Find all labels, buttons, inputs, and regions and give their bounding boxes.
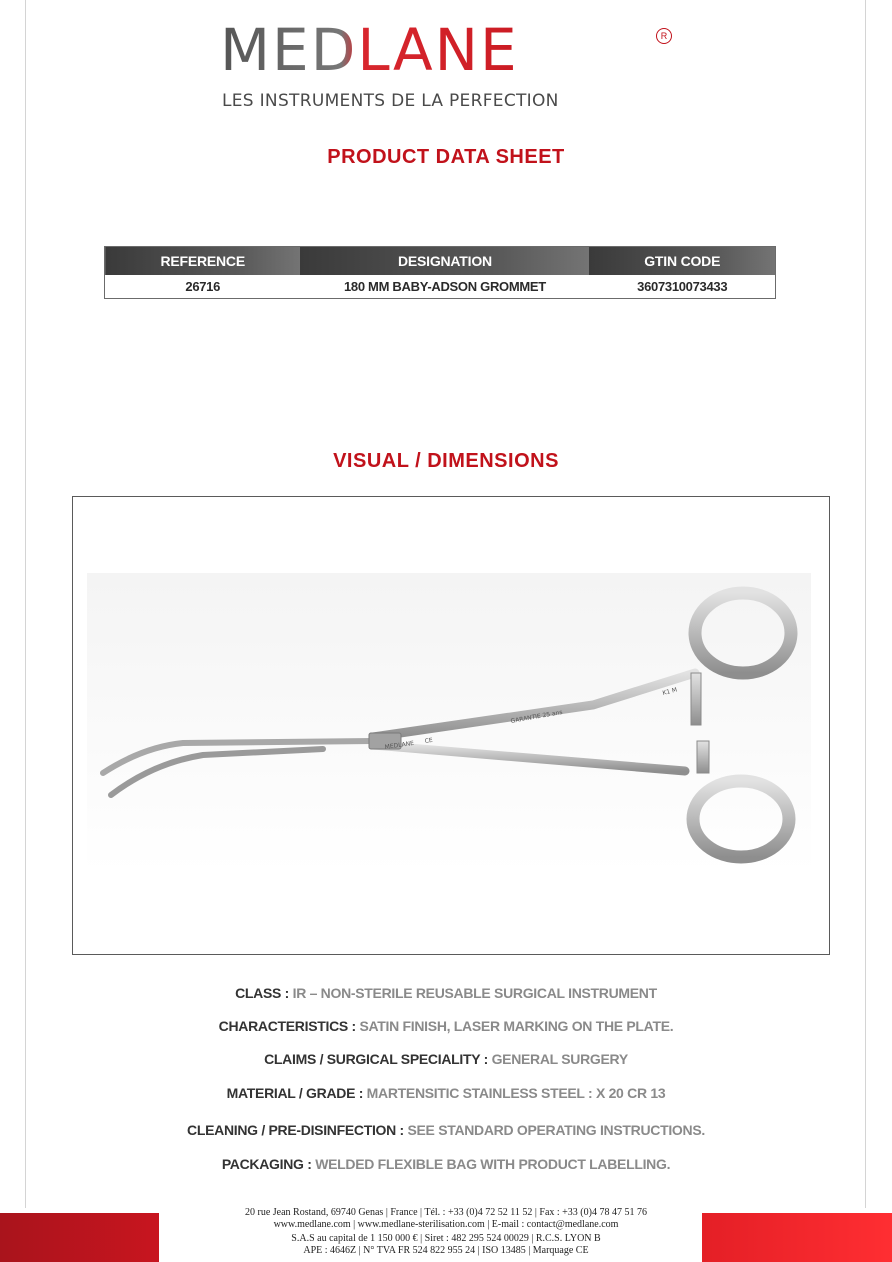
header-gtin-code: GTIN CODE bbox=[589, 247, 775, 276]
footer-registration: APE : 4646Z | N° TVA FR 524 822 955 24 | ISO 13485 | Marquage CE bbox=[303, 1245, 589, 1256]
spec-value: SATIN FINISH, LASER MARKING ON THE PLATE. bbox=[359, 1018, 674, 1034]
logo-wordmark: MEDLANE bbox=[220, 18, 652, 82]
product-visual-frame bbox=[72, 496, 830, 955]
footer-address: 20 rue Jean Rostand, 69740 Genas | France | Tél. : +33 (0)4 72 52 11 52 | Fax : +33 (0)4 78 47 51 76 bbox=[245, 1207, 647, 1218]
brand-tagline: LES INSTRUMENTS DE LA PERFECTION bbox=[222, 91, 559, 111]
spec-value: SEE STANDARD OPERATING INSTRUCTIONS. bbox=[407, 1122, 705, 1138]
visual-dimensions-title: VISUAL / DIMENSIONS bbox=[333, 450, 559, 472]
footer-web: www.medlane.com | www.medlane-sterilisation.com | E-mail : contact@medlane.com bbox=[273, 1219, 619, 1230]
medlane-logo bbox=[220, 16, 676, 86]
cell-reference: 26716 bbox=[185, 279, 221, 294]
spec-label: CLASS : bbox=[235, 985, 293, 1001]
spec-label: CLEANING / PRE-DISINFECTION : bbox=[187, 1122, 408, 1138]
table-header-row bbox=[105, 247, 776, 276]
table-row bbox=[105, 275, 776, 299]
spec-label: CHARACTERISTICS : bbox=[218, 1018, 360, 1034]
spec-packaging bbox=[0, 1156, 892, 1172]
spec-label: PACKAGING : bbox=[221, 1156, 316, 1172]
engraving-mark: K1 M bbox=[661, 686, 678, 697]
spec-cleaning bbox=[0, 1122, 892, 1138]
spec-value: WELDED FLEXIBLE BAG WITH PRODUCT LABELLING. bbox=[315, 1156, 671, 1172]
spec-claims bbox=[0, 1051, 892, 1067]
product-reference-table bbox=[104, 246, 776, 299]
header-designation: DESIGNATION bbox=[300, 247, 589, 276]
lower-ratchet bbox=[697, 741, 709, 773]
cell-designation: 180 MM BABY-ADSON GROMMET bbox=[343, 279, 546, 294]
engraving-warranty: GARANTIE 25 ans bbox=[510, 708, 564, 725]
forceps-illustration bbox=[73, 497, 829, 954]
upper-ratchet bbox=[691, 673, 701, 725]
spec-material bbox=[0, 1085, 892, 1101]
spec-value: IR – NON-STERILE REUSABLE SURGICAL INSTRUMENT bbox=[292, 985, 657, 1001]
cell-gtin-code: 3607310073433 bbox=[637, 279, 728, 294]
footer-company: S.A.S au capital de 1 150 000 € | Siret : 482 295 524 00029 | R.C.S. LYON B bbox=[291, 1233, 601, 1244]
spec-label: CLAIMS / SURGICAL SPECIALITY : bbox=[264, 1051, 492, 1067]
header-reference: REFERENCE bbox=[105, 247, 301, 276]
spec-class bbox=[0, 985, 892, 1001]
engraving-ce: CE bbox=[424, 736, 434, 745]
registered-mark-icon: R bbox=[656, 28, 672, 44]
spec-characteristics bbox=[0, 1018, 892, 1034]
spec-value: MARTENSITIC STAINLESS STEEL : X 20 CR 13 bbox=[366, 1085, 666, 1101]
engraving-brand: MEDLANE bbox=[384, 739, 415, 751]
spec-value: GENERAL SURGERY bbox=[491, 1051, 628, 1067]
product-data-sheet-title: PRODUCT DATA SHEET bbox=[327, 146, 565, 168]
spec-label: MATERIAL / GRADE : bbox=[226, 1085, 367, 1101]
